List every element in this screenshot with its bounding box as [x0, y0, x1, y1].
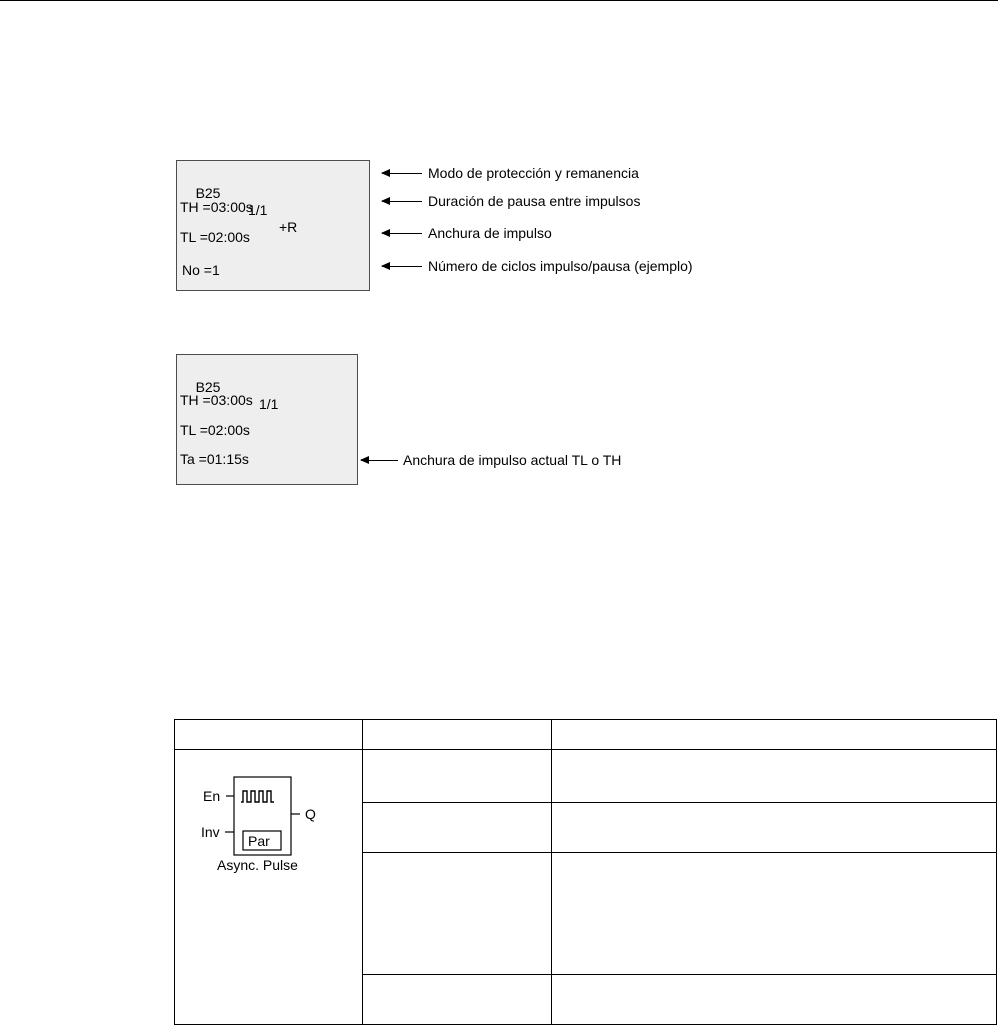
display-row-3: TL =02:00s: [180, 422, 250, 438]
block-symbol-cell: [175, 750, 363, 1025]
header-cell-symbol: [175, 720, 363, 750]
connection-cell: [363, 803, 552, 853]
display-row-2: TH =03:00s: [180, 199, 253, 215]
table-header-row: [175, 720, 997, 750]
par-label: Par: [248, 833, 270, 849]
function-table: [174, 719, 997, 1025]
table-row: [175, 750, 997, 803]
description-cell: [552, 975, 997, 1025]
arrow-left-icon: [382, 201, 422, 202]
description-cell: [552, 853, 997, 975]
description-cell: [552, 803, 997, 853]
input-label-en: En: [203, 788, 221, 804]
parameter-display-panel: [176, 160, 370, 291]
page-indicator: 1/1: [259, 396, 279, 412]
arrow-left-icon: [382, 233, 422, 234]
block-number: B25: [195, 185, 221, 201]
page-indicator: 1/1: [248, 202, 268, 218]
display-row-4: No =1: [182, 262, 220, 278]
arrow-left-icon: [382, 266, 422, 267]
block-caption: Async. Pulse: [217, 857, 298, 873]
block-number: B25: [195, 379, 221, 395]
runtime-display-panel: [176, 354, 358, 485]
header-cell-connection: [363, 720, 552, 750]
display-row-4: Ta =01:15s: [180, 451, 249, 467]
retentivity-flag: +R: [279, 219, 298, 235]
connection-cell: [363, 853, 552, 975]
arrow-left-icon: [382, 173, 422, 174]
async-pulse-block-symbol: [175, 750, 363, 890]
connection-cell: [363, 975, 552, 1025]
input-label-inv: Inv: [201, 824, 220, 840]
display-row-3: TL =02:00s: [180, 229, 250, 245]
description-cell: [552, 750, 997, 803]
connection-cell: [363, 750, 552, 803]
output-label-q: Q: [305, 806, 316, 822]
header-cell-description: [552, 720, 997, 750]
page-top-rule: [0, 0, 998, 1]
arrow-left-icon: [361, 460, 398, 461]
display-row-2: TH =03:00s: [180, 392, 253, 408]
